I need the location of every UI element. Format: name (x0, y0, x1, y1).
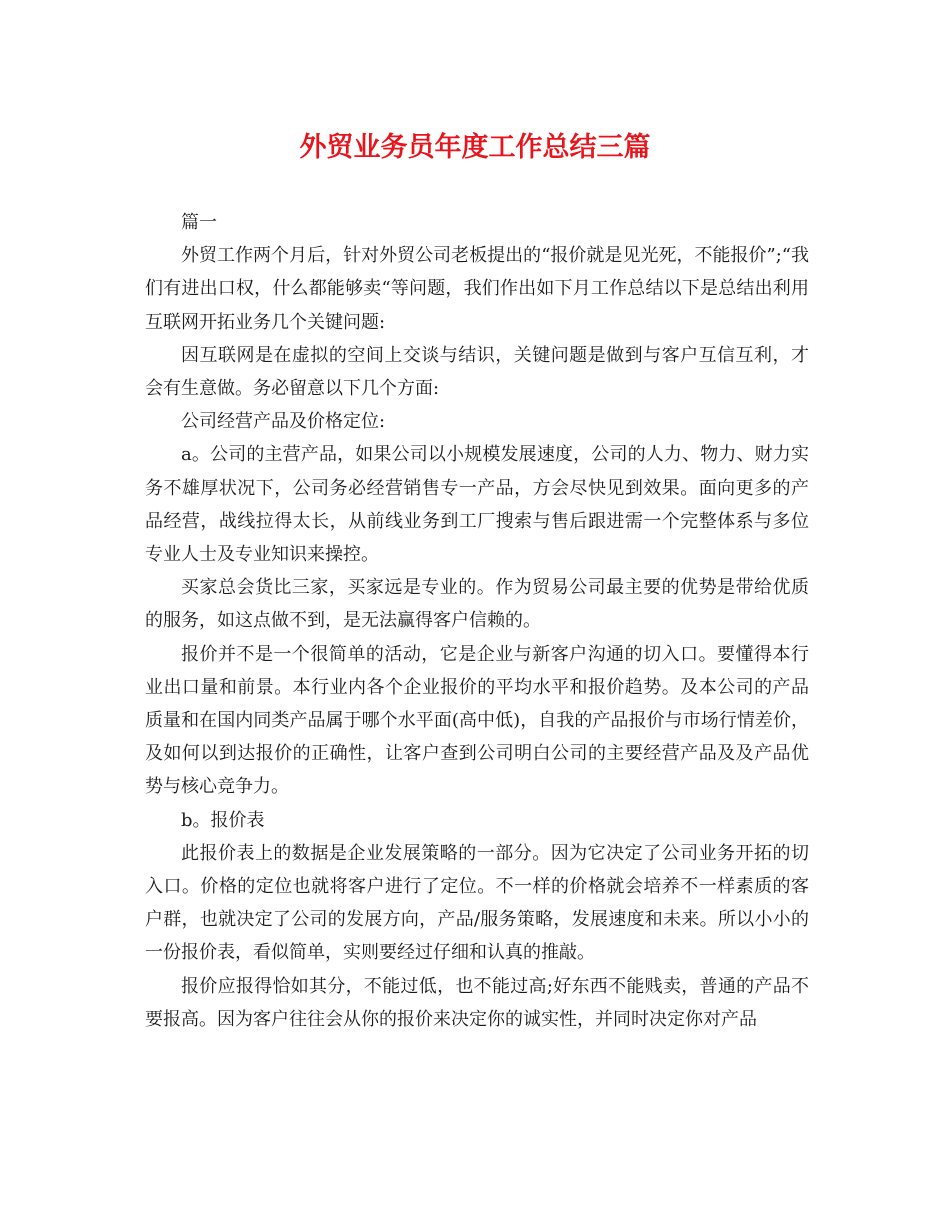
paragraph: b。报价表 (181, 809, 265, 831)
paragraph: 此报价表上的数据是企业发展策略的一部分。因为它决定了公司业务开拓的切入口。价格的定位也就将客户进行了定位。不一样的价格就会培养不一样素质的客户群，也就决定了公司的发展方向，产品/服务策略，发展速度和未来。所以小小的一份报价表，看似简单，实则要经过仔细和认真的推敲。 (145, 842, 809, 964)
paragraph: a。公司的主营产品，如果公司以小规模发展速度，公司的人力、物力、财力实务不雄厚状况下，公司务必经营销售专一产品，方会尽快见到效果。面向更多的产品经营，战线拉得太长，从前线业务到工厂搜索与售后跟进需一个完整体系与多位专业人士及专业知识来操控。 (145, 444, 809, 566)
paragraph: 买家总会货比三家，买家远是专业的。作为贸易公司最主要的优势是带给优质的服务，如这点做不到，是无法赢得客户信赖的。 (145, 577, 809, 632)
paragraph: 因互联网是在虚拟的空间上交谈与结识，关键问题是做到与客户互信互利，才会有生意做。务必留意以下几个方面: (145, 344, 809, 400)
paragraph: 外贸工作两个月后，针对外贸公司老板提出的“报价就是见光死，不能报价”;“我们有进出口权，什么都能够卖“等问题，我们作出如下月工作总结以下是总结出利用互联网开拓业务几个关键问题: (145, 245, 809, 333)
section-heading: 篇一 (181, 212, 217, 233)
paragraph: 报价应报得恰如其分，不能过低，也不能过高;好东西不能贱卖，普通的产品不要报高。因为客户往往会从你的报价来决定你的诚实性，并同时决定你对产品 (145, 975, 809, 1030)
paragraph: 公司经营产品及价格定位: (181, 411, 386, 433)
paragraph: 报价并不是一个很简单的活动，它是企业与新客户沟通的切入口。要懂得本行业出口量和前景。本行业内各个企业报价的平均水平和报价趋势。及本公司的产品质量和在国内同类产品属于哪个水平面(高中低)，自我的产品报价与市场行情差价，及如何以到达报价的正确性，让客户查到公司明白公司的主要经营产品及及产品优势与核心竞争力。 (145, 643, 809, 798)
document-title: 外贸业务员年度工作总结三篇 (299, 132, 651, 163)
document-body (145, 206, 809, 1036)
